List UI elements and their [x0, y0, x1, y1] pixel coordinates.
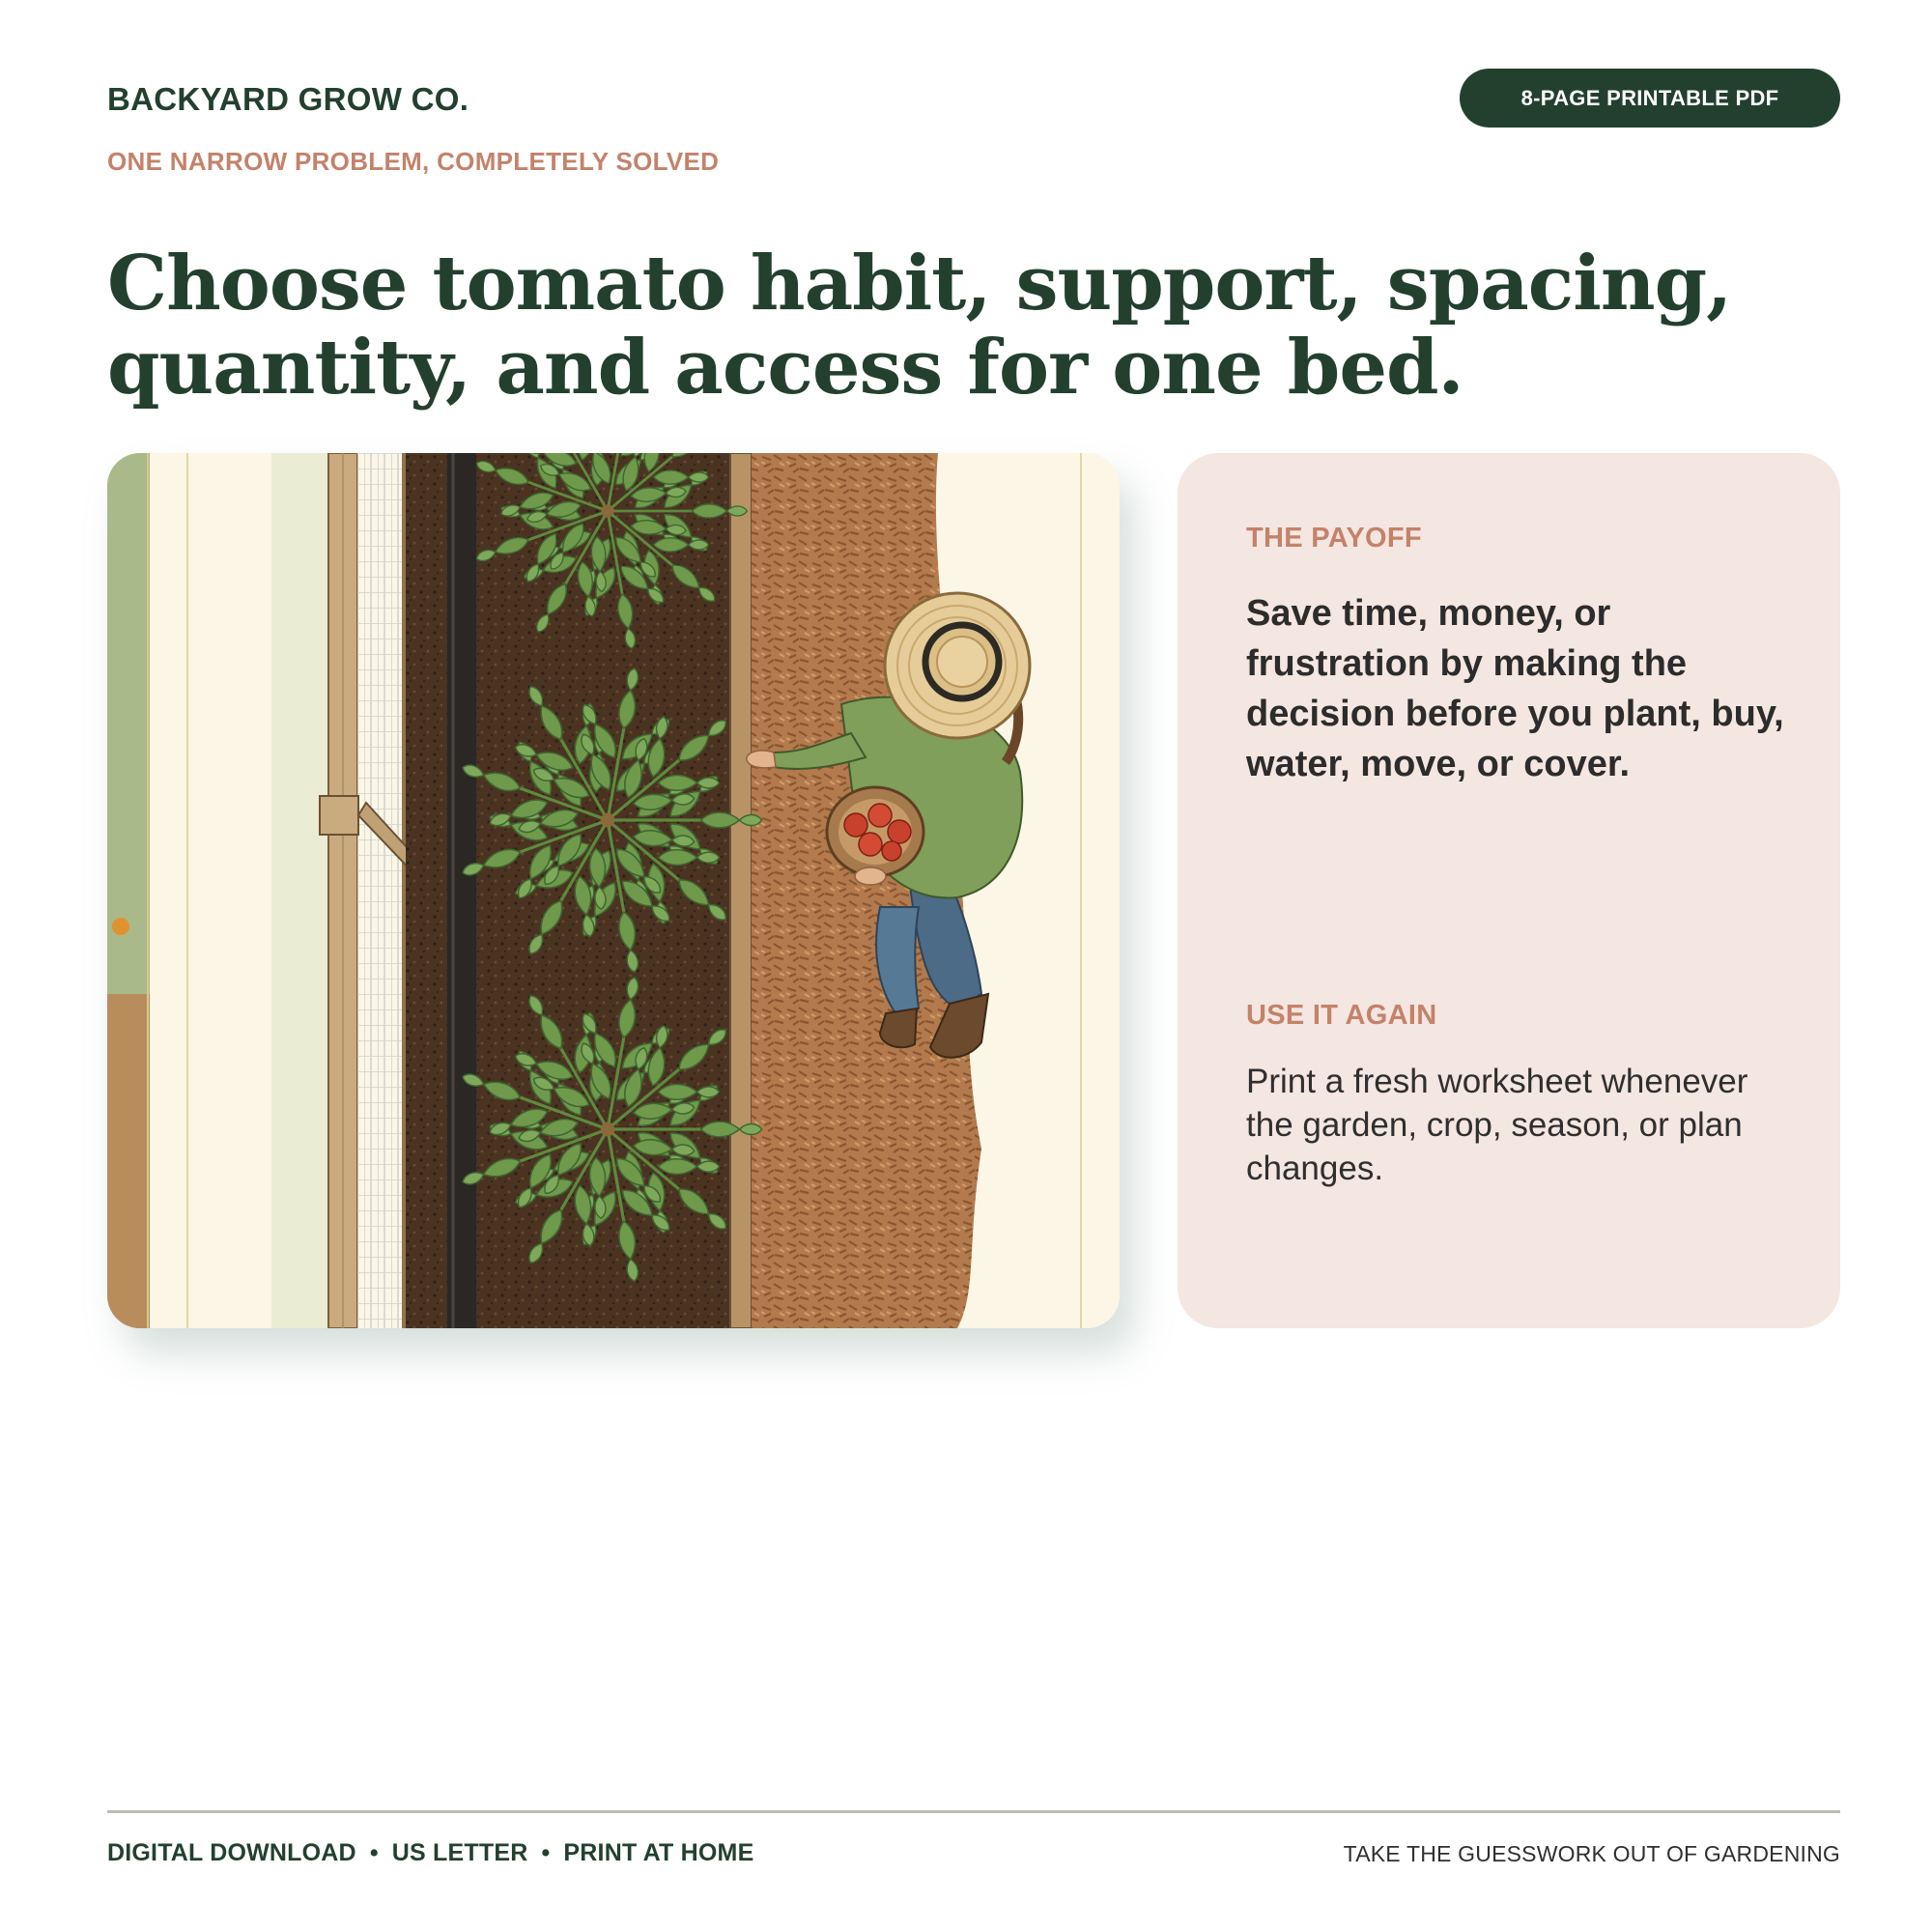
format-badge: 8-PAGE PRINTABLE PDF [1460, 69, 1840, 128]
illustration-art [107, 453, 1120, 1328]
tagline: ONE NARROW PROBLEM, COMPLETELY SOLVED [107, 147, 720, 176]
headline [107, 242, 1749, 410]
footer-item-print-at-home: PRINT AT HOME [563, 1839, 754, 1866]
footer-features [107, 1839, 753, 1867]
footer-separator: • [541, 1839, 551, 1866]
reuse-text: Print a fresh worksheet whenever the garden, crop, season, or plan changes. [1246, 1063, 1748, 1187]
headline-line-1: Choose tomato habit, support, spacing, [107, 240, 1732, 327]
footer-separator: • [369, 1839, 379, 1866]
reuse-label: USE IT AGAIN [1246, 1000, 1437, 1031]
payoff-text: Save time, money, or frustration by making the decision before you plant, buy, water, move, or cover. [1246, 593, 1784, 784]
headline-line-2: quantity, and access for one bed. [107, 324, 1463, 412]
footer-item-digital-download: DIGITAL DOWNLOAD [107, 1839, 356, 1866]
payoff-label: THE PAYOFF [1246, 523, 1422, 554]
brand-name: BACKYARD GROW CO. [107, 81, 469, 117]
footer-item-us-letter: US LETTER [391, 1839, 528, 1866]
gardener-tomato-bed-illustration [107, 453, 1120, 1328]
footer-slogan: TAKE THE GUESSWORK OUT OF GARDENING [1343, 1841, 1840, 1866]
footer-divider [107, 1810, 1840, 1813]
payoff-panel [1178, 453, 1840, 1328]
